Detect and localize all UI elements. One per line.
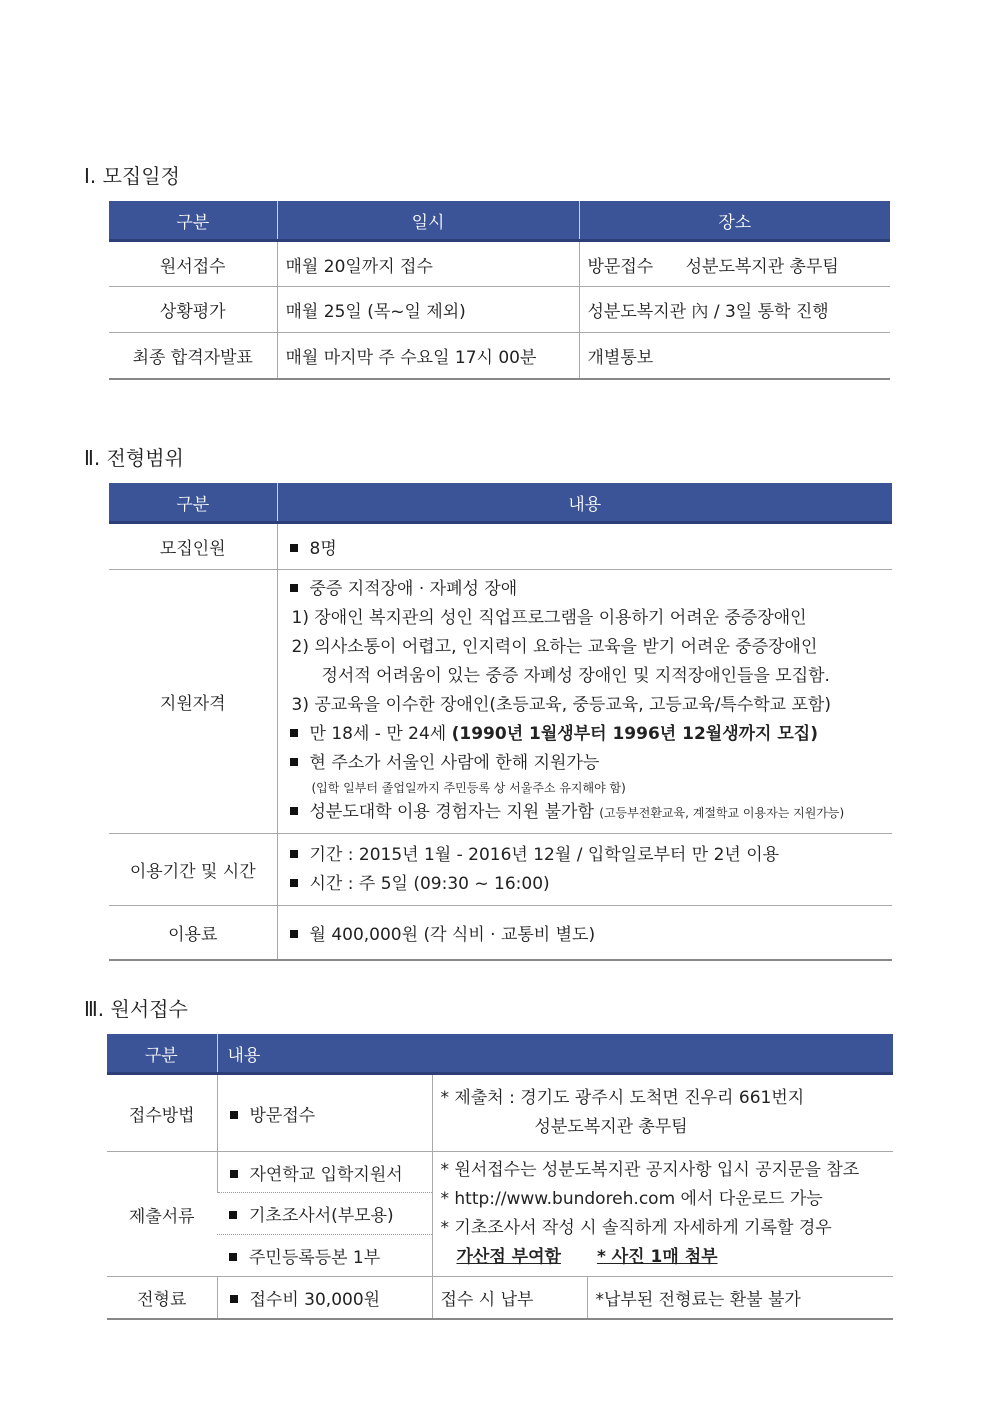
row-location: 개별통보: [579, 333, 890, 379]
fee-row: [109, 906, 892, 960]
qual-bullet-2: 만 18세 - 만 24세 (1990년 1월생부터 1996년 12월생까지 모집): [286, 720, 885, 749]
bullet-square-icon: [290, 758, 298, 766]
bullet-square-icon: [290, 807, 298, 815]
table-header-row: [107, 1034, 893, 1074]
period-line-1: 기간 : 2015년 1월 - 2016년 12월 / 입학일로부터 만 2년 이용: [286, 841, 885, 870]
qualification-row: [109, 570, 892, 834]
row-datetime: 매월 20일까지 접수: [277, 241, 579, 287]
fee-label: 이용료: [109, 906, 277, 960]
qual-line-1: 1) 장애인 복지관의 성인 직업프로그램을 이용하기 어려운 중증장애인: [291, 608, 807, 628]
bullet-square-icon: [229, 1253, 237, 1261]
method-note-cell: [432, 1074, 893, 1152]
method-row: [107, 1074, 893, 1152]
qual-bullet-4: 성분도대학 이용 경험자는 지원 불가함 (고등부전환교육, 계절학교 이용자는 지원가능): [286, 798, 885, 828]
screening-fee-refund: *납부된 전형료는 환불 불가: [587, 1277, 893, 1319]
bullet-square-icon: [230, 1295, 238, 1303]
row-location: 성분도복지관 內 / 3일 통학 진행: [579, 287, 890, 333]
bullet-square-icon: [290, 729, 298, 737]
header-content: 내용: [277, 483, 892, 523]
bullet-square-icon: [290, 930, 298, 938]
screening-fee-pay: 접수 시 납부: [432, 1277, 587, 1319]
table-header-row: [109, 483, 892, 523]
header-category: 구분: [107, 1034, 217, 1074]
bullet-square-icon: [290, 584, 298, 592]
recruit-cell: [277, 523, 892, 570]
header-content: 내용: [217, 1034, 893, 1074]
bullet-square-icon: [230, 1111, 238, 1119]
qual-bullet-3: 현 주소가 서울인 사람에 한해 지원가능: [286, 749, 885, 778]
screening-fee-row: [107, 1277, 893, 1319]
bullet-square-icon: [229, 1211, 237, 1219]
qual-bullet-1: 중증 지적장애 · 자폐성 장애: [286, 575, 885, 604]
table-row: [109, 287, 890, 333]
period-line-2: 시간 : 주 5일 (09:30 ~ 16:00): [286, 870, 885, 899]
docs-row: [107, 1152, 893, 1193]
row-datetime: 매월 마지막 주 수요일 17시 00분: [277, 333, 579, 379]
docs-note-1: * 원서접수는 성분도복지관 공지사항 입시 공지문을 참조: [440, 1160, 860, 1180]
bullet-square-icon: [290, 544, 298, 552]
header-category: 구분: [109, 201, 277, 241]
row-label: 원서접수: [109, 241, 277, 287]
scope-table: [109, 483, 892, 961]
docs-label: 제출서류: [107, 1152, 217, 1277]
method-note-1: * 제출처 : 경기도 광주시 도척면 진우리 661번지: [440, 1088, 805, 1108]
header-location: 장소: [579, 201, 890, 241]
header-datetime: 일시: [277, 201, 579, 241]
docs-item: 자연학교 입학지원서: [217, 1152, 432, 1193]
section-title-schedule: Ⅰ. 모집일정: [84, 164, 180, 188]
screening-fee-label: 전형료: [107, 1277, 217, 1319]
qualification-cell: [277, 570, 892, 834]
qualification-label: 지원자격: [109, 570, 277, 834]
row-label: 상황평가: [109, 287, 277, 333]
section-title-scope: Ⅱ. 전형범위: [84, 446, 184, 470]
qual-line-2: 2) 의사소통이 어렵고, 인지력이 요하는 교육을 받기 어려운 중증장애인: [291, 637, 818, 657]
docs-note-4: 가산점 부여함 * 사진 1매 첨부: [456, 1247, 718, 1267]
bullet-square-icon: [290, 879, 298, 887]
docs-note-3: * 기초조사서 작성 시 솔직하게 자세하게 기록할 경우: [440, 1218, 832, 1238]
section-title-application: Ⅲ. 원서접수: [84, 997, 188, 1021]
table-row: [109, 241, 890, 287]
header-category: 구분: [109, 483, 277, 523]
schedule-table: [109, 201, 890, 380]
table-row: [109, 333, 890, 379]
row-label: 최종 합격자발표: [109, 333, 277, 379]
table-header-row: [109, 201, 890, 241]
period-cell: [277, 834, 892, 906]
row-location: 방문접수 성분도복지관 총무팀: [579, 241, 890, 287]
recruit-label: 모집인원: [109, 523, 277, 570]
recruit-row: [109, 523, 892, 570]
period-row: [109, 834, 892, 906]
bullet-square-icon: [290, 850, 298, 858]
docs-item: 기초조사서(부모용): [217, 1193, 432, 1235]
bullet-square-icon: [230, 1170, 238, 1178]
method-cell: 방문접수: [217, 1074, 432, 1152]
qual-note-3: (입학 일부터 졸업일까지 주민등록 상 서울주소 유지해야 함): [311, 781, 626, 795]
docs-item: 주민등록등본 1부: [217, 1235, 432, 1277]
docs-notes-cell: [432, 1152, 893, 1277]
application-table: [107, 1034, 893, 1320]
qual-line-2b: 정서적 어려움이 있는 중증 자폐성 장애인 및 지적장애인들을 모집함.: [321, 666, 830, 686]
period-label: 이용기간 및 시간: [109, 834, 277, 906]
docs-note-2: * http://www.bundoreh.com 에서 다운로드 가능: [440, 1189, 823, 1209]
screening-fee-cell: 접수비 30,000원: [217, 1277, 432, 1319]
row-datetime: 매월 25일 (목~일 제외): [277, 287, 579, 333]
recruit-value: 8명: [309, 539, 337, 559]
fee-cell: 월 400,000원 (각 식비 · 교통비 별도): [277, 906, 892, 960]
method-label: 접수방법: [107, 1074, 217, 1152]
method-note-2: 성분도복지관 총무팀: [534, 1117, 688, 1137]
qual-line-3: 3) 공교육을 이수한 장애인(초등교육, 중등교육, 고등교육/특수학교 포함): [291, 695, 831, 715]
